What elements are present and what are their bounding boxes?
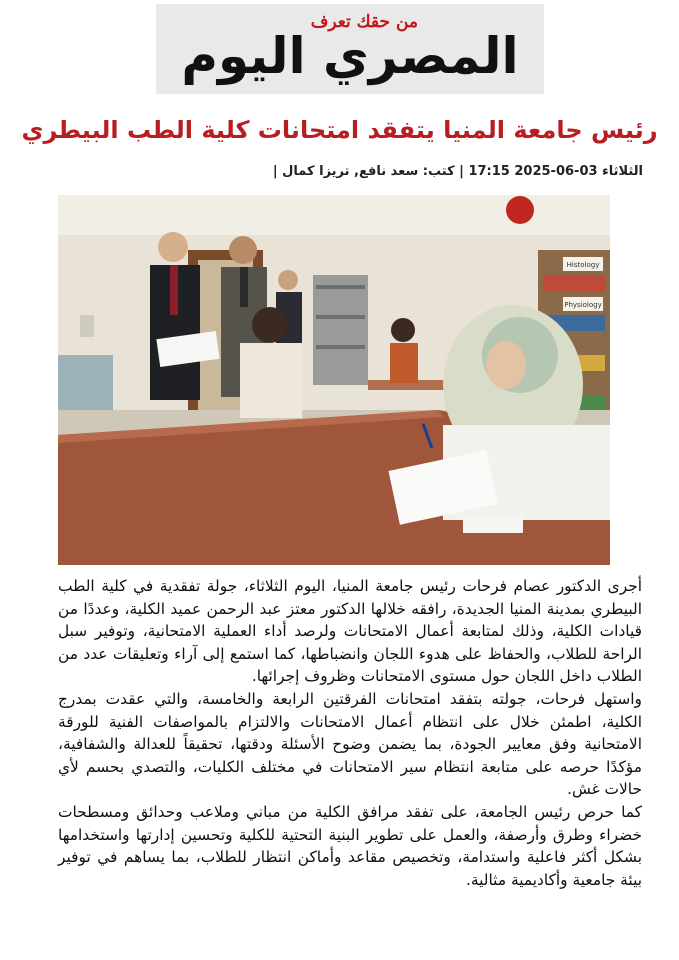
shelf-label-1: Histology xyxy=(566,261,600,269)
article-paragraph-2: واستهل فرحات، جولته بتفقد امتحانات الفرقتين الرابعة والخامسة، والتي عقدت بمدرج الكلية، اطمئن خلال على انتظام أعمال الامتحانات والالتزام بالمواصفات الفنية للورقة الامتحانية وفق معايير الجودة، بما يضمن وضوح الأسئلة ودقتها، تحقيقاً للعدالة والشفافية، مؤكدًا حرصه على متابعة انتظام سير الامتحانات في مختلف الكليات، والتصدي بحسم لأي حالات غش. xyxy=(58,689,642,799)
article-paragraph-1: أجرى الدكتور عصام فرحات رئيس جامعة المنيا، اليوم الثلاثاء، جولة تفقدية في كلية الطب البيطري بمدينة المنيا الجديدة، رافقه خلالها الدكتور معتز عبد الرحمن عميد الكلية، وعددًا من قيادات الكلية، وذلك لمتابعة أعمال الامتحانات ولرصد أداء العملية الامتحانية، وتوفير سبل الراحة للطلاب، والحفاظ على هدوء اللجان وانضباطها، كما استمع إلى آراء وتعليقات عدد من الطلاب داخل اللجان حول مستوى الامتحانات وظروف إجرائها. xyxy=(58,577,642,686)
article-meta-text: الثلاثاء 03-06-2025 17:15 | كتب: سعد نافع, تريزا كمال | xyxy=(272,164,643,179)
exam-hall-illustration xyxy=(58,195,610,565)
logo-brand: المصري اليوم xyxy=(181,27,519,85)
masthead-logo xyxy=(156,4,544,94)
article-photo xyxy=(58,195,610,565)
article-headline: رئيس جامعة المنيا يتفقد امتحانات كلية الطب البيطري xyxy=(21,116,658,144)
article-paragraph-3: كما حرص رئيس الجامعة، على تفقد مرافق الكلية من مباني وملاعب وحدائق ومسطحات خضراء وطرق وأرصفة، والعمل على تطوير البنية التحتية للكلية وتحسين إدارتها واستخدامها بشكل أكثر فاعلية واستدامة، وتخصيص مقاعد وأماكن انتظار للطلاب، بما يساهم في توفير بيئة جامعية وأكاديمية مثالية. xyxy=(58,802,642,889)
shelf-label-2: Physiology xyxy=(564,301,602,309)
logo-tagline: من حقك تعرف xyxy=(310,12,418,32)
article-body xyxy=(58,575,642,891)
article-meta xyxy=(273,164,643,179)
